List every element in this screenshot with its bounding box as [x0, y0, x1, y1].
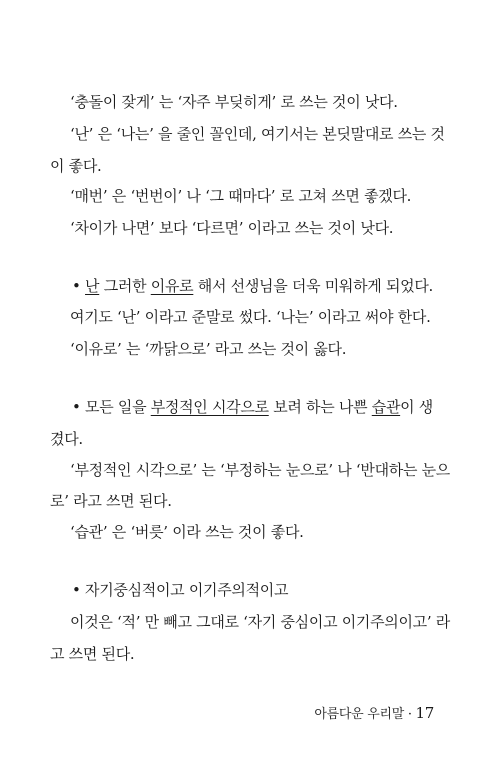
footer-separator: · — [404, 707, 416, 722]
underlined-word: 난 — [85, 277, 100, 295]
text-line: ‘차이가 나면’ 보다 ‘다르면’ 이라고 쓰는 것이 낫다. — [70, 219, 394, 237]
underlined-word: 이유로 — [150, 277, 194, 295]
example-sentence — [72, 580, 288, 600]
text-line: ‘난’ 은 ‘나는’ 을 줄인 꼴인데, 여기서는 본딧말대로 쓰는 것 — [70, 125, 445, 143]
text-line: ‘부정적인 시각으로’ 는 ‘부정하는 눈으로’ 나 ‘반대하는 눈으 — [70, 461, 450, 479]
text-line: ‘매번’ 은 ‘번번이’ 나 ‘그 때마다’ 로 고쳐 쓰면 좋겠다. — [70, 187, 412, 205]
bullet: • — [72, 277, 81, 295]
text-segment: 해서 선생님을 더욱 미워하게 되었다. — [193, 277, 433, 295]
text-line: 이 좋다. — [50, 157, 102, 175]
text-line: ‘습관’ 은 ‘버릇’ 이라 쓰는 것이 좋다. — [70, 523, 304, 541]
text-line: ‘충돌이 잦게’ 는 ‘자주 부딪히게’ 로 쓰는 것이 낫다. — [70, 93, 398, 111]
text-segment: 그러한 — [99, 277, 151, 295]
text-segment: 자기중심적이고 이기주의적이고 — [80, 581, 289, 599]
underlined-word: 습관 — [371, 398, 401, 416]
bullet: • — [72, 581, 81, 599]
example-sentence — [72, 276, 433, 296]
text-line: 이것은 ‘적’ 만 빼고 그대로 ‘자기 중심이고 이기주의이고’ 라 — [70, 613, 450, 631]
example-sentence — [72, 397, 433, 417]
underlined-phrase: 부정적인 시각으로 — [150, 398, 269, 416]
bullet: • — [72, 398, 81, 416]
text-segment: 보려 하는 나쁜 — [268, 398, 372, 416]
text-segment: 이 생 — [400, 398, 433, 416]
text-line: 로’ 라고 쓰면 된다. — [50, 492, 172, 510]
text-line: ‘이유로’ 는 ‘까닭으로’ 라고 쓰는 것이 옳다. — [70, 340, 347, 358]
text-line: 여기도 ‘난’ 이라고 준말로 썼다. ‘나는’ 이라고 써야 한다. — [70, 308, 431, 326]
text-line: 고 쓰면 된다. — [50, 645, 135, 663]
page-number: 17 — [415, 704, 434, 722]
text-segment: 모든 일을 — [80, 398, 151, 416]
page-footer — [314, 704, 434, 724]
text-line: 겼다. — [50, 430, 83, 448]
book-title: 아름다운 우리말 — [314, 707, 404, 722]
